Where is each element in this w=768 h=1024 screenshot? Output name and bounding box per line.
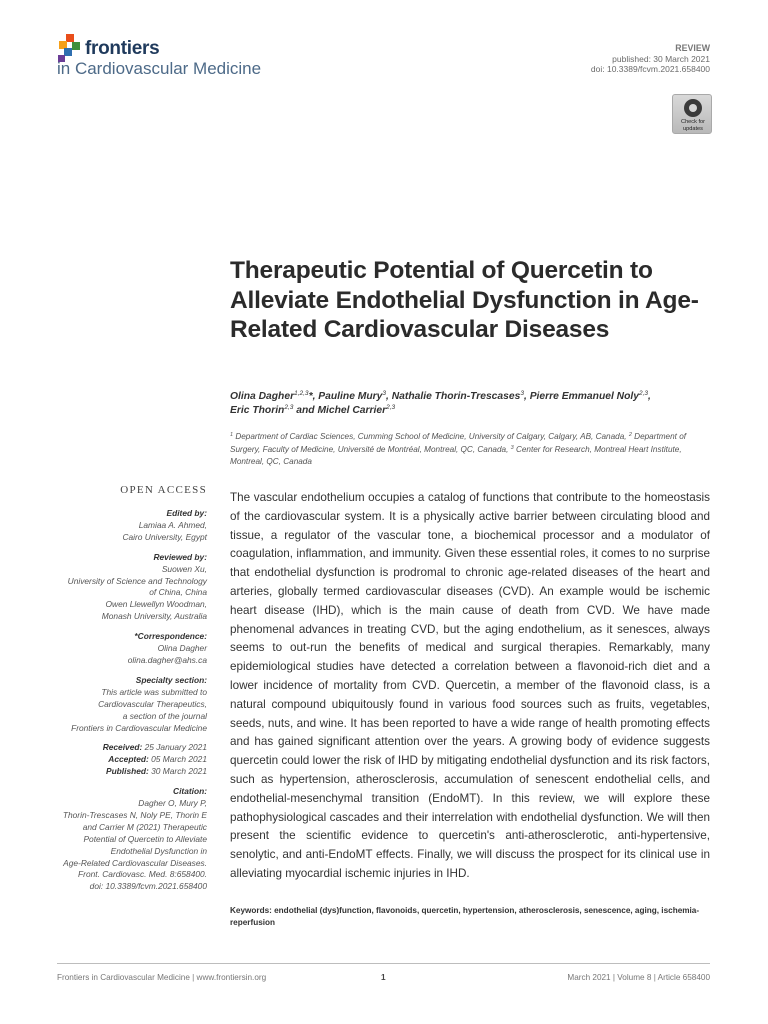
- correspondence-email-link[interactable]: olina.dagher@ahs.ca: [127, 654, 207, 665]
- citation-doi-link[interactable]: doi: 10.3389/fcvm.2021.658400: [89, 881, 207, 892]
- published-date: published: 30 March 2021: [612, 53, 710, 64]
- article-type: REVIEW: [675, 43, 710, 53]
- open-access-label: OPEN ACCESS: [120, 484, 207, 496]
- author-affiliation-marker: 2,3: [639, 390, 649, 397]
- footer-journal-link[interactable]: Frontiers in Cardiovascular Medicine | www.frontiersin.org: [57, 973, 267, 982]
- dates-section: Received: 25 January 2021 Accepted: 05 March 2021 Published: 30 March 2021: [102, 742, 207, 777]
- footer-divider: [57, 963, 710, 964]
- keywords: Keywords: endothelial (dys)function, flavonoids, quercetin, hypertension, atherosclerosis, senescence, aging, ischemia-reperfusion: [230, 906, 700, 927]
- specialty-section: Specialty section: This article was submitted to Cardiovascular Therapeutics, a section of the journal Frontiers in Cardiovascular Medicine: [71, 674, 207, 733]
- author-name: Pauline Mury: [318, 391, 383, 402]
- article-doi[interactable]: doi: 10.3389/fcvm.2021.658400: [590, 64, 710, 74]
- brand-name: frontiers: [85, 38, 160, 59]
- author-name: Pierre Emmanuel Noly: [529, 391, 639, 402]
- crossmark-icon: [684, 99, 702, 117]
- author-affiliation-marker: 3: [520, 390, 524, 397]
- author-affiliation-marker: 2,3: [284, 404, 294, 411]
- affiliation-marker: 1: [230, 432, 234, 438]
- author-name: Eric Thorin: [230, 405, 285, 416]
- author-name: Michel Carrier: [317, 405, 387, 416]
- check-for-updates-button[interactable]: Check for updates: [672, 94, 712, 134]
- article-title: Therapeutic Potential of Quercetin to Alleviate Endothelial Dysfunction in Age-Related Cardiovascular Diseases: [230, 257, 699, 343]
- author-affiliation-marker: 1,2,3: [294, 390, 309, 397]
- article-meta: [591, 43, 710, 75]
- affiliation-text: Center for Research, Montreal Heart Institute, Montreal, QC, Canada: [230, 444, 682, 466]
- affiliation-text: Department of Surgery, Faculty of Medicine, Université de Montréal, Montreal, QC, Canada,: [230, 432, 687, 454]
- author-affiliation-marker: 2,3: [386, 404, 396, 411]
- article-info-sidebar: [30, 484, 207, 901]
- affiliation-text: Department of Cardiac Sciences, Cumming School of Medicine, University of Calgary, Calgary, AB, Canada,: [233, 432, 629, 441]
- affiliation-marker: 3: [510, 444, 514, 451]
- author-name: Olina Dagher: [230, 391, 295, 402]
- author-name: Nathalie Thorin-Trescases: [391, 391, 521, 402]
- author-list: Olina Dagher$^{1,2,3}$*, Pauline Mury$^3$, Nathalie Thorin-Trescases$^3$, Pierre Emmanuel Noly$^{2,3}$, Eric Thorin$^{2,3}$ and Michel Carrier$^{2,3}$: [230, 390, 651, 416]
- abstract: The vascular endothelium occupies a catalog of functions that contribute to the homeostasis of the cardiovascular system. It is a physically active barrier between circulating blood and tissue, a regulator of the vascular tone, a biochemical processor and a modulator of coagulation, inflammation, and immunity. Given these essential roles, it comes to no surprise that endothelial dysfunction is prodromal to chronic age-related diseases of the heart and arteries, globally termed cardiovascular diseases (CVD). An example would be ischemic heart disease (IHD), which is the main cause of death from CVD. We have made phenomenal advances in treating CVD, but the aging endothelium, as it senesces, always seems to out-run the benefits of medical and surgical therapies. Remarkably, many epidemiological studies have detected a correlation between a flavonoid-rich diet and a lower incidence of mortality from CVD. Quercetin, a member of the flavonoid class, is a natural compound ubiquitously found in various food sources such as fruits, vegetables, seeds, nuts, and wine. It has been reported to have a wide range of health promoting effects and has gained significant attention over the years. A growing body of evidence suggests quercetin could lower the risk of IHD by mitigating endothelial dysfunction and its risk factors, such as hypertension, atherosclerosis, accumulation of senescent endothelial cells, and endothelial-mesenchymal transition (EndoMT). In this review, we will explore these pathophysiological cascades and their interrelation with endothelial dysfunction. We will then present the scientific evidence to quercetin's anti-atherosclerotic, anti-hypertensive, senolytic, and anti-EndoMT effects. Finally, we will discuss the prospect for its clinical use in alleviating myocardial ischemic injuries in IHD.: [230, 491, 710, 880]
- reviewed-by-section: Reviewed by: Suowen Xu, University of Science and Technology of China, China Owen Llewellyn Woodman, Monash University, Australia: [67, 551, 207, 622]
- citation-section: Citation: Dagher O, Mury P, Thorin-Trescases N, Noly PE, Thorin E and Carrier M (2021) Therapeutic Potential of Quercetin to Alleviate Endothelial Dysfunction in Age-Related Cardiovascular Diseases. Front. Cardiovasc. Med. 8:658400. doi: 10.3389/fcvm.2021.658400: [30, 786, 207, 893]
- edited-by-section: Edited by: Lamiaa A. Ahmed, Cairo University, Egypt: [122, 508, 207, 542]
- affiliations: [230, 431, 710, 469]
- page-number: 1: [381, 973, 386, 982]
- journal-name: in Cardiovascular Medicine: [57, 59, 262, 78]
- affiliation-marker: 2: [628, 432, 632, 438]
- footer-issue-info: March 2021 | Volume 8 | Article 658400: [567, 973, 710, 982]
- correspondence-section: *Correspondence: Olina Dagher olina.dagher@ahs.ca: [30, 631, 207, 667]
- author-affiliation-marker: 3: [382, 390, 387, 397]
